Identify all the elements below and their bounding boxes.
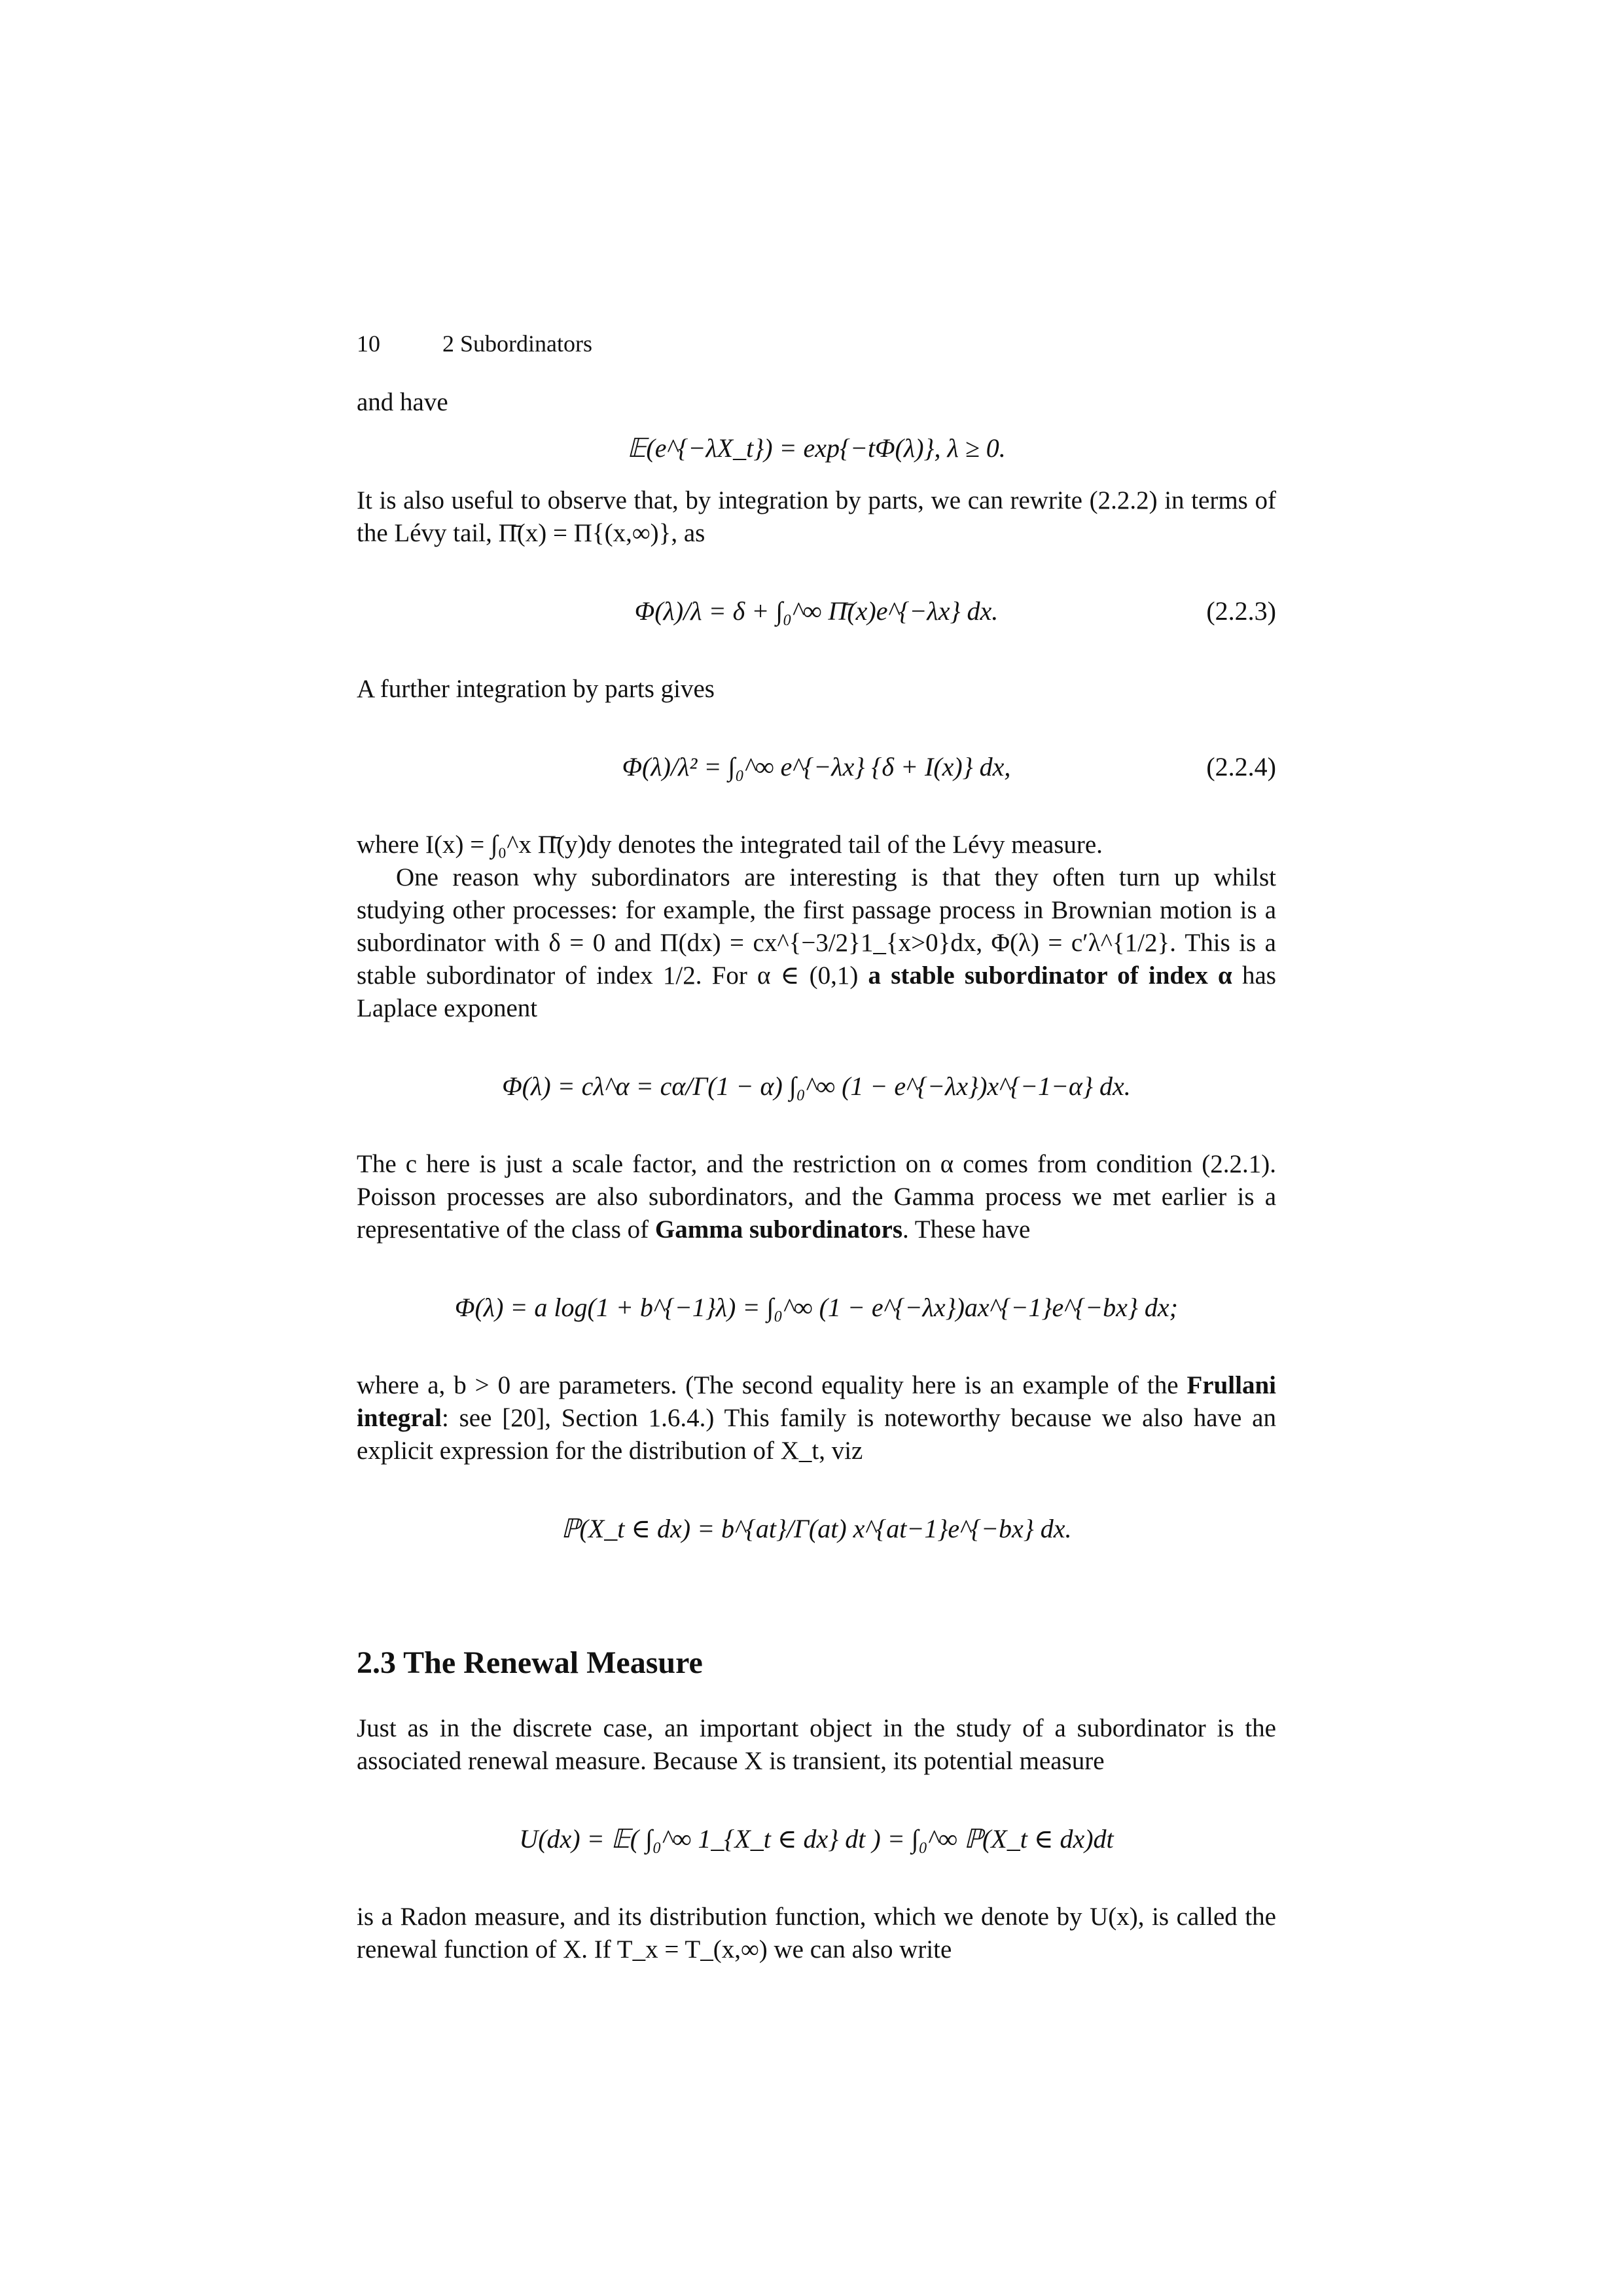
equation-body: Φ(λ) = cλ^α = cα/Γ(1 − α) ∫₀^∞ (1 − e^{−λx})x^{−1−α} dx. [502, 1071, 1131, 1101]
equation-body: Φ(λ)/λ = δ + ∫₀^∞ Π̄(x)e^{−λx} dx. [634, 596, 999, 626]
equation-body: Φ(λ)/λ² = ∫₀^∞ e^{−λx} {δ + I(x)} dx, [622, 752, 1011, 781]
bold-term: a stable subordinator of index α [868, 961, 1232, 990]
text-run: The c here is just a scale factor, and the restriction on α comes from condition (2.2.1). Poisson processes are also subordinators, and the Gamma process we met earlier is a representative of the class of [357, 1150, 1276, 1244]
paragraph [357, 861, 1276, 1025]
equation-2-2-4 [357, 728, 1276, 806]
equation [357, 1800, 1276, 1878]
equation-2-2-3 [357, 572, 1276, 651]
equation-body: Φ(λ) = a log(1 + b^{−1}λ) = ∫₀^∞ (1 − e^{−λx})ax^{−1}e^{−bx} dx; [455, 1293, 1178, 1322]
paragraph: where I(x) = ∫₀^x Π̄(y)dy denotes the integrated tail of the Lévy measure. [357, 831, 1103, 859]
equation-body: 𝔼(e^{−λX_t}) = exp{−tΦ(λ)}, λ ≥ 0. [627, 433, 1006, 463]
bold-term: Gamma subordinators [654, 1215, 903, 1244]
paragraph: Just as in the discrete case, an important object in the study of a subordinator is the associated renewal measure. Because X is transient, its potential measure [357, 1714, 1276, 1775]
equation-number: (2.2.3) [1206, 596, 1276, 626]
running-header [357, 327, 1276, 360]
paragraph [357, 1369, 1276, 1467]
equation [357, 1268, 1276, 1347]
paragraph: A further integration by parts gives [357, 675, 715, 703]
equation [357, 432, 1276, 471]
document-page [357, 327, 1276, 1966]
paragraph: It is also useful to observe that, by integration by parts, we can rewrite (2.2.2) in terms of the Lévy tail, Π̄(x) = Π{(x,∞)}, as [357, 486, 1276, 547]
text-run: has Laplace exponent [357, 961, 1276, 1022]
text-run: where a, b > 0 are parameters. (The second equality here is an example of the [357, 1371, 1179, 1399]
text-run: One reason why subordinators are interesting is that they often turn up whilst studying other processes: for example, the first passage process in Brownian motion is a subordinator with δ = 0 and Π(dx) = cx^{−3/2}1_{x>0}dx, Φ(λ) = c′λ^{1/2}. This is a stable subordinator of index 1/2. For α ∈ (0,1) [357, 863, 1276, 990]
equation-number: (2.2.4) [1206, 752, 1276, 781]
equation-body: U(dx) = 𝔼( ∫₀^∞ 1_{X_t ∈ dx} dt ) = ∫₀^∞ ℙ(X_t ∈ dx)dt [519, 1824, 1114, 1854]
paragraph: is a Radon measure, and its distribution function, which we denote by U(x), is called the renewal function of X. If T_x = T_(x,∞) we can also write [357, 1903, 1276, 1964]
equation [357, 1490, 1276, 1568]
text-run: : see [20], Section 1.6.4.) This family is noteworthy because we also have an explicit expression for the distribution of X_t, viz [357, 1404, 1276, 1465]
page-number: 10 [357, 331, 380, 357]
text-run: . These have [902, 1215, 1031, 1244]
equation-body: ℙ(X_t ∈ dx) = b^{at}/Γ(at) x^{at−1}e^{−bx} dx. [561, 1514, 1072, 1543]
paragraph [357, 1148, 1276, 1246]
section-heading: 2.3 The Renewal Measure [357, 1645, 703, 1680]
paragraph: and have [357, 388, 448, 416]
equation [357, 1047, 1276, 1126]
bold-term: Frullani integral [357, 1371, 1276, 1432]
chapter-title: 2 Subordinators [442, 331, 592, 357]
